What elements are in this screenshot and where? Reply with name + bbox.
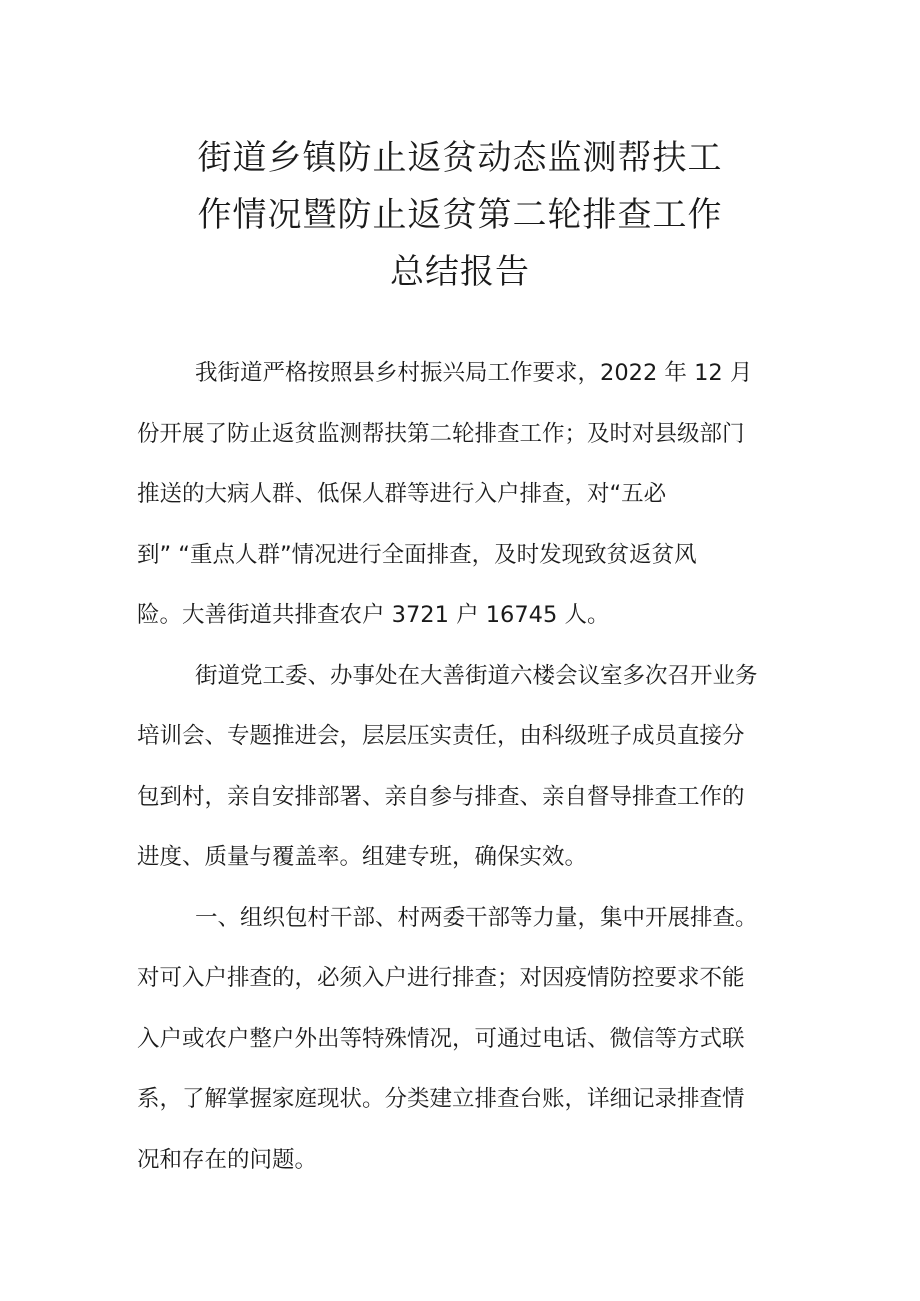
paragraph-line: 街道党工委、办事处在大善街道六楼会议室多次召开业务 [195,662,758,689]
paragraph-line: 包到村，亲自安排部署、亲自参与排查、亲自督导排查工作的 [137,783,745,810]
title-line-3: 总结报告 [390,252,530,292]
paragraph-line: 系，了解掌握家庭现状。分类建立排查台账，详细记录排查情 [137,1086,745,1112]
paragraph-line: 到” “重点人群”情况进行全面排查，及时发现致贫返贫风 [137,541,697,568]
document-title [0,130,920,301]
paragraph-line: 培训会、专题推进会，层层压实责任，由科级班子成员直接分 [137,723,745,749]
paragraph-2 [137,646,787,888]
paragraph-3 [137,888,787,1191]
paragraph-1 [137,343,787,646]
paragraph-line: 一、组织包村干部、村两委干部等力量，集中开展排查。 [195,904,758,931]
paragraph-line: 份开展了防止返贫监测帮扶第二轮排查工作；及时对县级部门 [137,420,745,447]
paragraph-line: 入户或农户整户外出等特殊情况，可通过电话、微信等方式联 [137,1025,745,1052]
paragraph-line: 进度、质量与覆盖率。组建专班，确保实效。 [137,844,588,870]
paragraph-line: 推送的大病人群、低保人群等进行入户排查，对“五必 [137,481,667,507]
paragraph-line: 我街道严格按照县乡村振兴局工作要求，2022 年 12 月 [195,360,753,386]
document-body [137,343,787,1190]
paragraph-line: 况和存在的问题。 [137,1146,318,1173]
title-line-1: 街道乡镇防止返贫动态监测帮扶工 [197,138,723,178]
paragraph-line: 对可入户排查的，必须入户进行排查；对因疫情防控要求不能 [137,965,745,991]
title-line-2: 作情况暨防止返贫第二轮排查工作 [197,195,723,235]
paragraph-line: 险。大善街道共排查农户 3721 户 16745 人。 [137,602,610,628]
